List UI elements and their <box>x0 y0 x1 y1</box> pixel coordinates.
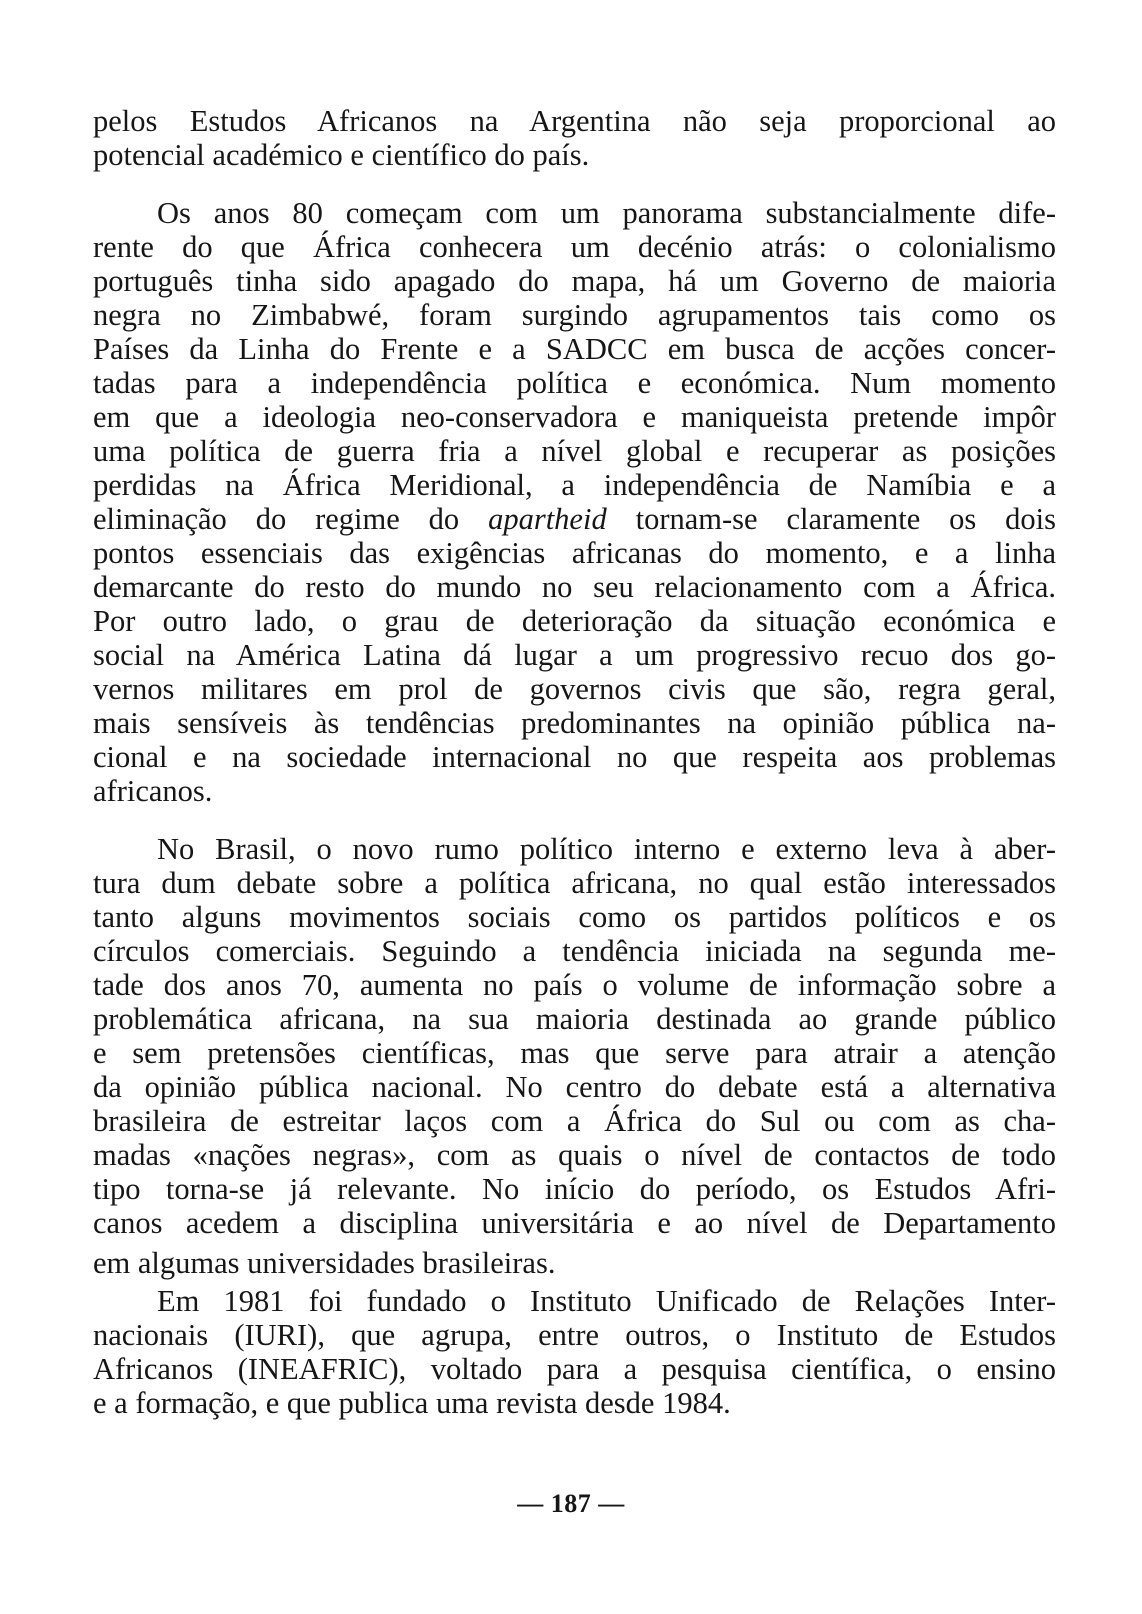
text-line: tadas para a independência política e económica. Num momento <box>93 366 1056 400</box>
text-line: tura dum debate sobre a política africana, no qual estão interessados <box>93 866 1056 900</box>
text-line: em algumas universidades brasileiras. <box>93 1246 556 1280</box>
text-line: tanto alguns movimentos sociais como os partidos políticos e os <box>93 900 1056 934</box>
text-line: potencial académico e científico do país. <box>93 138 590 172</box>
text-line: da opinião pública nacional. No centro do debate está a alternativa <box>93 1070 1056 1104</box>
text-line: canos acedem a disciplina universitária e ao nível de Departamento <box>93 1206 1056 1240</box>
text-line: Em 1981 foi fundado o Instituto Unificado de Relações Inter- <box>157 1284 1056 1318</box>
text-line: social na América Latina dá lugar a um progressivo recuo dos go- <box>93 638 1056 672</box>
text-line: No Brasil, o novo rumo político interno e externo leva à aber- <box>157 832 1056 866</box>
text-line: tade dos anos 70, aumenta no país o volume de informação sobre a <box>93 968 1056 1002</box>
text-line: mais sensíveis às tendências predominantes na opinião pública na- <box>93 706 1056 740</box>
text-line: negra no Zimbabwé, foram surgindo agrupamentos tais como os <box>93 298 1056 332</box>
text-line: africanos. <box>93 774 213 808</box>
text-line: em que a ideologia neo-conservadora e maniqueista pretende impôr <box>93 400 1056 434</box>
text-line: Países da Linha do Frente e a SADCC em busca de acções concer- <box>93 332 1056 366</box>
text-line: pelos Estudos Africanos na Argentina não seja proporcional ao <box>93 104 1056 138</box>
document-page <box>93 104 1056 1420</box>
text-line: madas «nações negras», com as quais o nível de contactos de todo <box>93 1138 1056 1172</box>
page-number: — 187 — <box>517 1489 625 1518</box>
paragraph-2 <box>93 196 1056 808</box>
text-line: cional e na sociedade internacional no que respeita aos problemas <box>93 740 1056 774</box>
text-line: Por outro lado, o grau de deterioração da situação económica e <box>93 604 1056 638</box>
text-line: vernos militares em prol de governos civis que são, regra geral, <box>93 672 1056 706</box>
paragraph-1 <box>93 104 1056 172</box>
italic-term: apartheid <box>488 502 607 536</box>
text-line: círculos comerciais. Seguindo a tendência iniciada na segunda me- <box>93 934 1056 968</box>
paragraph-3 <box>93 832 1056 1280</box>
text-line: brasileira de estreitar laços com a África do Sul ou com as cha- <box>93 1104 1056 1138</box>
text-line: Os anos 80 começam com um panorama substancialmente dife- <box>157 196 1056 230</box>
paragraph-4 <box>93 1284 1056 1420</box>
text-line: português tinha sido apagado do mapa, há um Governo de maioria <box>93 264 1056 298</box>
text-line-with-italic: eliminação do regime do apartheid tornam-se claramente os dois <box>93 502 1056 536</box>
text-line: uma política de guerra fria a nível global e recuperar as posições <box>93 434 1056 468</box>
text-line: perdidas na África Meridional, a independência de Namíbia e a <box>93 468 1056 502</box>
text-line: tipo torna-se já relevante. No início do período, os Estudos Afri- <box>93 1172 1056 1206</box>
text-line: demarcante do resto do mundo no seu relacionamento com a África. <box>93 570 1056 604</box>
text-line: rente do que África conhecera um decénio atrás: o colonialismo <box>93 230 1056 264</box>
text-line: nacionais (IURI), que agrupa, entre outros, o Instituto de Estudos <box>93 1318 1056 1352</box>
text-line: Africanos (INEAFRIC), voltado para a pesquisa científica, o ensino <box>93 1352 1056 1386</box>
text-line: pontos essenciais das exigências africanas do momento, e a linha <box>93 536 1056 570</box>
text-line: e sem pretensões científicas, mas que serve para atrair a atenção <box>93 1036 1056 1070</box>
text-line: e a formação, e que publica uma revista desde 1984. <box>93 1386 731 1420</box>
text-line: problemática africana, na sua maioria destinada ao grande público <box>93 1002 1056 1036</box>
